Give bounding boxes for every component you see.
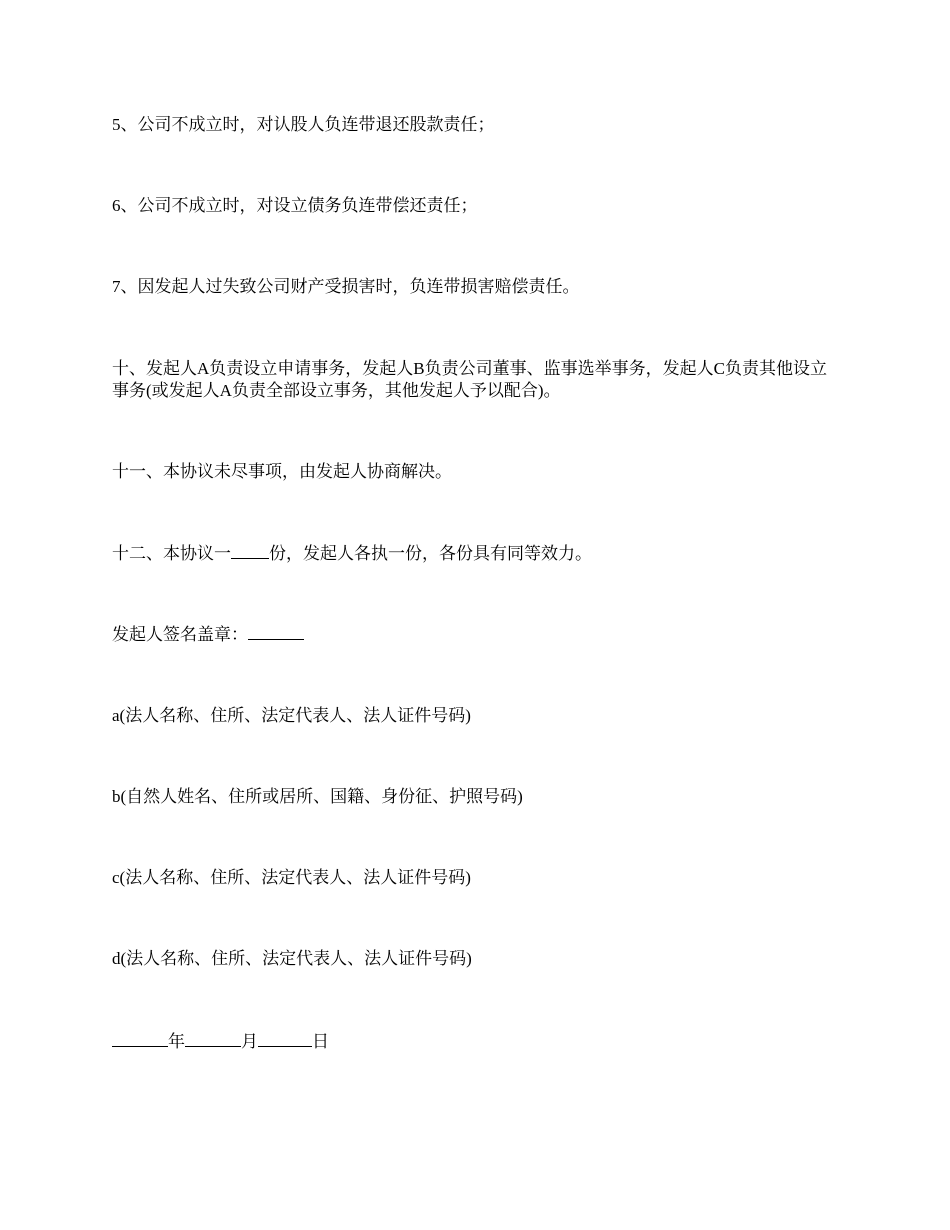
clause-12-before: 十二、本协议一: [112, 544, 231, 563]
clause-6: 6、公司不成立时，对设立债务负连带偿还责任；: [112, 196, 478, 215]
date-line: [112, 1030, 828, 1053]
party-c: c(法人名称、住所、法定代表人、法人证件号码): [112, 868, 471, 887]
month-label: 月: [241, 1032, 258, 1051]
party-d: d(法人名称、住所、法定代表人、法人证件号码): [112, 949, 472, 968]
party-b: b(自然人姓名、住所或居所、国籍、身份征、护照号码): [112, 787, 523, 806]
month-blank: [185, 1030, 241, 1047]
day-label: 日: [312, 1032, 329, 1051]
year-label: 年: [168, 1032, 185, 1051]
signature-line: [112, 623, 828, 646]
copies-blank: [231, 542, 269, 559]
day-blank: [258, 1030, 312, 1047]
clause-7: 7、因发起人过失致公司财产受损害时，负连带损害赔偿责任。: [112, 277, 580, 296]
signature-label: 发起人签名盖章：: [112, 625, 248, 644]
clause-12: [112, 542, 828, 565]
clause-5: 5、公司不成立时，对认股人负连带退还股款责任；: [112, 115, 495, 134]
clause-11: 十一、本协议未尽事项，由发起人协商解决。: [112, 462, 452, 481]
party-a: a(法人名称、住所、法定代表人、法人证件号码): [112, 706, 471, 725]
signature-blank: [248, 623, 304, 640]
clause-10: 十、发起人A负责设立申请事务，发起人B负责公司董事、监事选举事务，发起人C负责其他设立事务(或发起人A负责全部设立事务，其他发起人予以配合)。: [112, 359, 827, 400]
year-blank: [112, 1030, 168, 1047]
clause-12-after: 份，发起人各执一份，各份具有同等效力。: [269, 544, 592, 563]
